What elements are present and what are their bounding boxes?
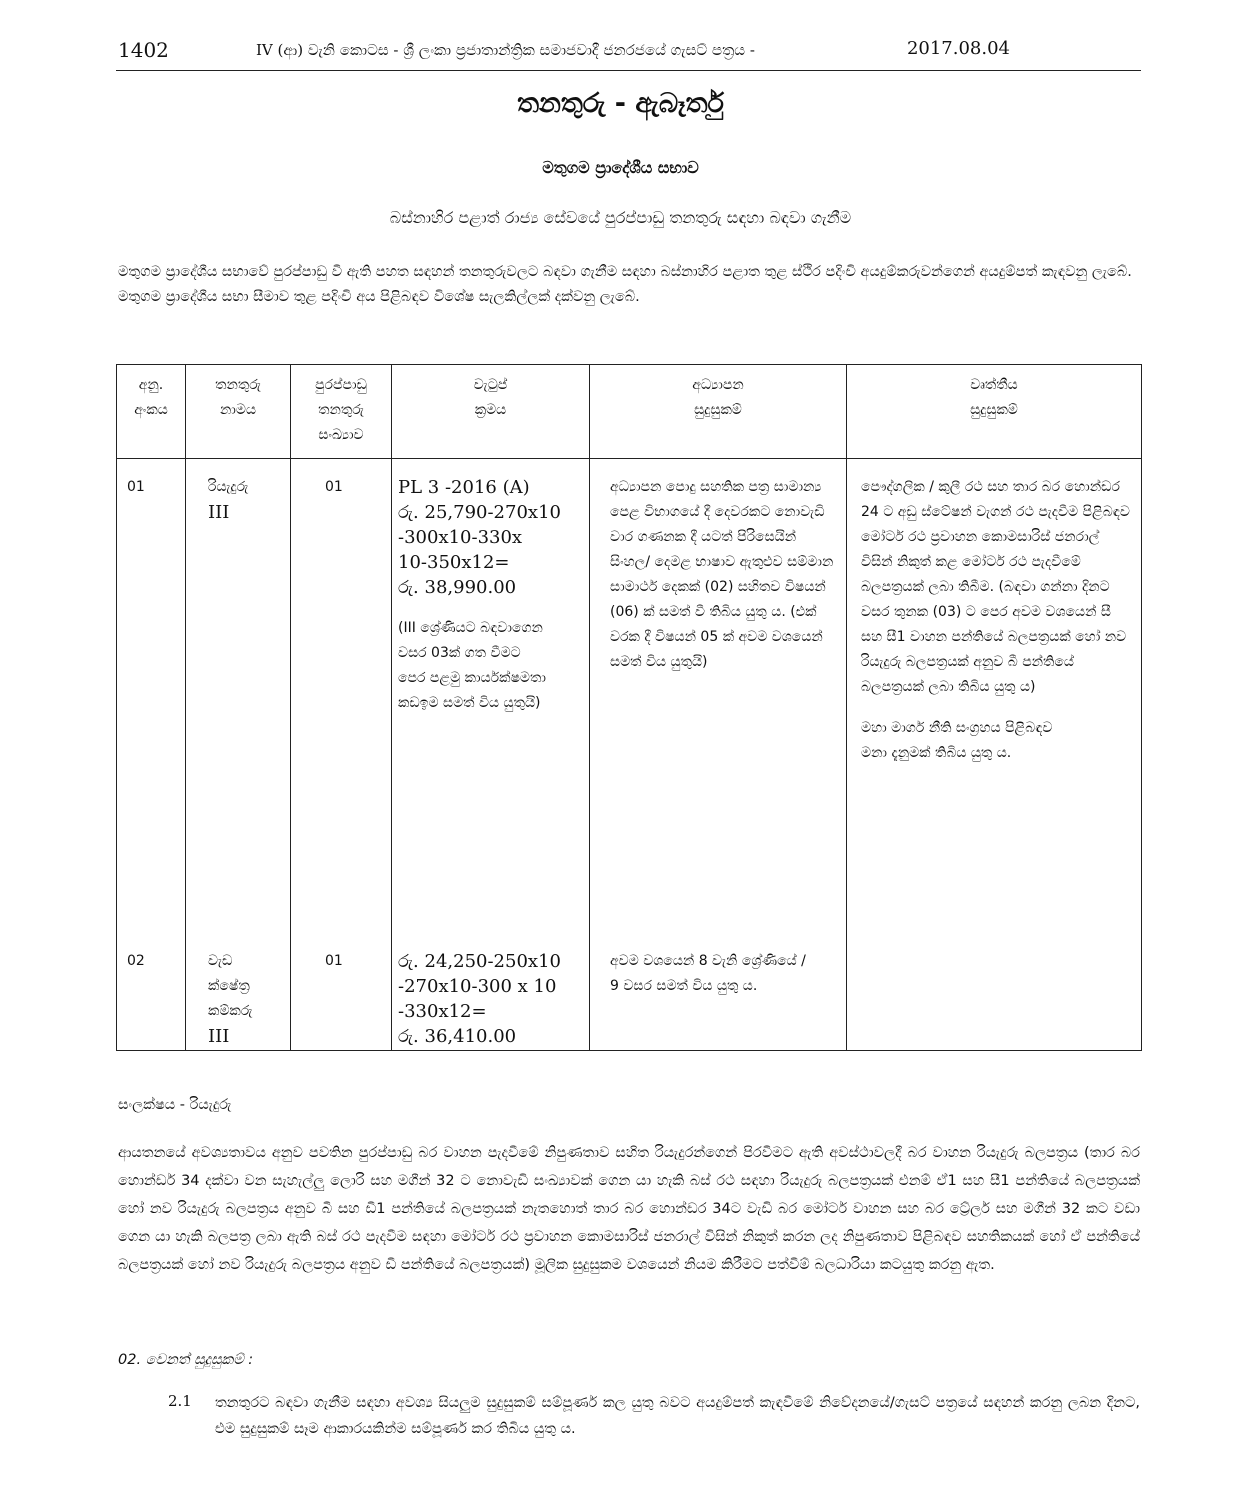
- row-1-education: අධ්‍යාපන පොදු සහතික පත්‍ර සාමාන්‍ය පෙළ විභාගයේ දී දෙවරකට නොවැඩි වාර ගණනක දී යටත් පිරිසෙයින් සිංහල/ දෙමළ භාෂාව ඇතුළුව සම්මාන සාමාර්ථ දෙකක් (02) සහිතව විෂයන් (06) ක් සමත් වී තිබිය යුතු ය. (එක් වරක දී විෂයන් 05 ක් අවම වශයෙන් සමත් විය යුතුයි): [610, 479, 834, 670]
- row-2-salary: රු. 24,250-250x10 -270x10-300 x 10 -330x12= රු. 36,410.00: [398, 951, 561, 1047]
- header-vacancies: පුරප්පාඩු තනතුරු සංඛ්‍යාව: [291, 365, 392, 459]
- col-post: [186, 459, 291, 1051]
- row-1-salary-note: (III ශ්‍රේණියට බඳවාගෙන වසර 03ක් ගත වීමට පෙර පළමු කාර්යක්ෂමතා කඩඉම සමත් විය යුතුයි): [398, 620, 546, 711]
- note-text: ආයතනයේ අවශ්‍යතාවය අනුව පවතින පුරප්පාඩු බර වාහන පැදවීමේ නිපුණතාව සහිත රියැදුරන්ගෙන් පිරවීමට ඇති අවස්ථාවලදී බර වාහන රියැදුරු බලපත්‍රය (තාර බර හොන්ඩර් 34 දක්වා වන සැහැල්ලු ලොරි සහ මගීන් 32 ට නොවැඩි සංඛ්‍යාවක් ගෙන යා හැකි බස් රථ සඳහා රියැදුරු බලපත්‍රයක් එනම් ඒ1 සහ සී1 පන්තියේ බලපත්‍රයක් හෝ නව රියැදුරු බලපත්‍රය අනුව බී සහ ඩී1 පන්තියේ බලපත්‍රයක් නැතහොත් තාර බර හොන්ඩර 34ට වැඩි බර මෝටර් වාහන සහ බර ට්‍රේලර් සහ මගීන් 32 කට වඩා ගෙන යා හැකි බලපත්‍ර ලබා ඇති බස් රථ පැදවීම සඳහා මෝටර් රථ ප්‍රවාහන කොමසාරිස් ජනරාල් විසින් නිකුත් කරන ලද නිපුණතාව පිළිබඳව සහතිකයක් හෝ ඒ පන්තියේ බලපත්‍රයක් හෝ නව රියැදුරු බලපත්‍රය අනුව ඩී පන්තියේ බලපත්‍රයක්) මූලික සුදුසුකම වශයෙන් නියම කිරීමට පත්වීම් බලධාරියා කටයුතු කරනු ඇත.: [118, 1145, 1140, 1273]
- publication-date: 2017.08.04: [906, 38, 1010, 59]
- row-2-education: අවම වශයෙන් 8 වැනි ශ්‍රේණියේ / 9 වසර සමත් විය යුතු ය.: [610, 953, 806, 994]
- clause-2-1-text: තනතුරට බඳවා ගැනීම සඳහා අවශ්‍ය සියලුම සුදුසුකම් සම්පූර්ණ කල යුතු බවට අයදුම්පත් කැඳවීමේ නිවේදනයේ/ගැසට් පත්‍රයේ සඳහන් කරනු ලබන දිනට, එම සුදුසුකම් සෑම ආකාරයකින්ම සම්පූර්ණ කර තිබිය යුතු ය.: [215, 1395, 1140, 1437]
- row-2-vacancies: 01: [325, 953, 343, 969]
- intro-paragraph: මතුගම ප්‍රාදේශීය සභා සීමාව තුළ පදිංචි අය පිළිබඳව විශේෂ සැලකිල්ලක් දක්වනු ලැබේ.: [118, 289, 640, 305]
- col-education: [590, 459, 847, 1051]
- page-header: [118, 38, 1140, 68]
- intro-paragraph: මතුගම ප්‍රාදේශීය සභාවේ පුරප්පාඩු වී ඇති පහත සඳහන් තනතුරුවලට බඳවා ගැනීම සඳහා බස්නාහිර පළාත තුළ ස්ථිර පදිංචි අයදුම්කරුවන්ගෙන් අයදුම්පත් කැඳවනු ලැබේ.: [118, 264, 1132, 280]
- header-professional: වෘත්තීය සුදුසුකම්: [847, 365, 1142, 459]
- table-header-row: [117, 365, 1142, 459]
- row-2-post: වැඩ ක්ෂේත්‍ර කම්කරු III: [208, 953, 253, 1047]
- header-post: තනතුරු නාමය: [186, 365, 291, 459]
- council-name: මතුගම ප්‍රාදේශීය සභාව: [542, 158, 699, 177]
- col-salary: [392, 459, 590, 1051]
- intro-text: [118, 260, 1140, 310]
- clause-2-1-number: 2.1: [168, 1392, 192, 1410]
- page-title: තනතුරු - ඇබෑර්තු: [517, 88, 724, 119]
- section-2-heading: 02. වෙනත් සුදුසුකම් :: [118, 1352, 254, 1368]
- col-vacancies: [291, 459, 392, 1051]
- notice-heading: බස්නාහිර පළාත් රාජ්‍ය සේවයේ පුරප්පාඩු තනතුරු සඳහා බඳවා ගැනීම: [389, 208, 852, 227]
- header-salary: වැටුප් ක්‍රමය: [392, 365, 590, 459]
- header-rule: [116, 70, 1141, 71]
- row-1-vacancies: 01: [325, 479, 343, 495]
- row-1-no: 01: [127, 479, 145, 495]
- vacancy-table: [116, 364, 1142, 1051]
- row-1-post: රියැදුරු III: [208, 479, 249, 523]
- header-no: අනු. අංකය: [117, 365, 186, 459]
- row-1-salary: PL 3 -2016 (A) රු. 25,790-270x10 -300x10-330x 10-350x12= රු. 38,990.00: [398, 477, 561, 598]
- header-education: අධ්‍යාපන සුදුසුකම්: [590, 365, 847, 459]
- col-no: [117, 459, 186, 1051]
- row-1-professional: පෞද්ගලික / කුලී රථ සහ තාර බර හොන්ඩර 24 ට අඩු ස්ටේෂන් වැගන් රථ පැදවීම පිළිබඳව මෝටර් රථ ප්‍රවාහන කොමසාරිස් ජනරාල් විසින් නිකුත් කළ මෝටර් රථ පැදවීමේ බලපත්‍රයක් ලබා තිබීම. (බඳවා ගන්නා දිනට වසර තුනක (03) ට පෙර අවම වශයෙන් සී සහ සී1 වාහන පන්තියේ බලපත්‍රයක් හෝ නව රියැදුරු බලපත්‍රයක් අනුව බී පන්තියේ බලපත්‍රයක් ලබා තිබිය යුතු ය): [861, 479, 1130, 695]
- row-1-professional-2: මහා මාර්ග නීති සංග්‍රහය පිළිබඳව මනා දැනුමක් තිබිය යුතු ය.: [861, 720, 1053, 761]
- publication-title: IV (ආ) වැනි කොටස - ශ්‍රී ලංකා ප්‍රජාතාන්ත්‍රික සමාජවාදී ජනරජයේ ගැසට් පත්‍රය -: [256, 41, 755, 59]
- page-number: 1402: [118, 38, 169, 62]
- row-2-no: 02: [127, 953, 145, 969]
- note-title: සංලක්ෂය - රියැදුරු: [118, 1097, 232, 1113]
- table-body-row: [117, 459, 1142, 1051]
- col-professional: [847, 459, 1142, 1051]
